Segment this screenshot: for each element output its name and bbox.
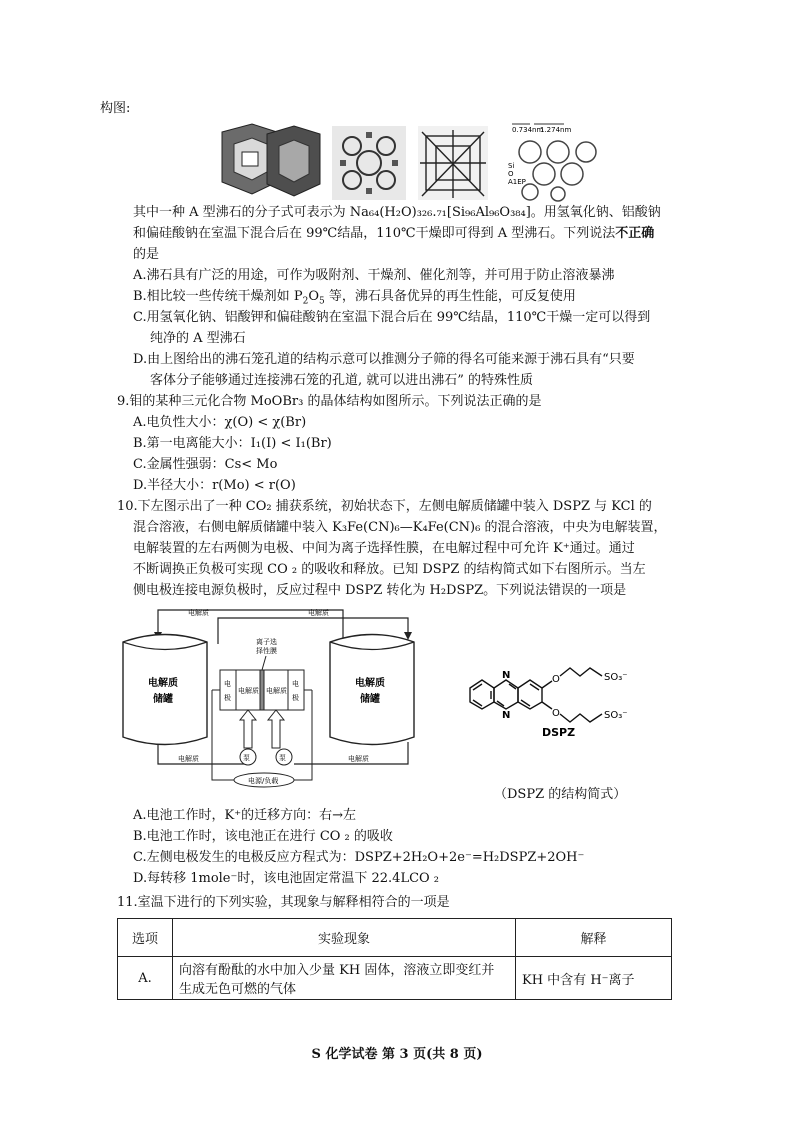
q11-table — [117, 918, 672, 1000]
zeolite-pore-image — [508, 124, 596, 201]
left-electrode-char2: 极 — [224, 694, 231, 702]
q8-option-b: B.相比较一些传统干燥剂如 $P_2O_5$ 等，沸石具备优异的再生性能，可反复使用 — [133, 289, 576, 307]
q8-stem-line2 — [133, 225, 654, 243]
q8-option-b-b: O — [308, 289, 319, 304]
q8-option-d-line2: 客体分子能够通过连接沸石笼的孔道, 就可以进出沸石” 的特殊性质 — [150, 373, 534, 388]
q8-emphasis: 不正确 — [615, 226, 655, 241]
q10-stem-line2: 混合溶液，右侧电解质储罐中装入 K₃Fe(CN)₆—K₄Fe(CN)₆ 的混合溶液，中央为电解装置， — [133, 520, 667, 535]
right-tank-label-2: 储罐 — [360, 694, 380, 705]
zeolite-cage-image — [212, 124, 322, 200]
q10-option-d: D.每转移 1mole⁻时，该电池固定常温下 22.4LCO ₂ — [133, 871, 440, 886]
q9-option-a: A.电负性大小：χ(O) < χ(Br) — [133, 415, 307, 430]
dspz-caption: （DSPZ 的结构简式） — [494, 787, 627, 802]
q9-option-c: C.金属性强弱：Cs< Mo — [133, 457, 278, 472]
q11-stem: 11.室温下进行的下列实验，其现象与解释相符合的一项是 — [117, 895, 450, 910]
q8-option-b-a: B.相比较一些传统干燥剂如 P — [133, 289, 303, 304]
svg-text:N: N — [502, 670, 511, 681]
right-chamber-label: 电解质 — [266, 687, 287, 695]
left-tank-label-2: 储罐 — [153, 694, 173, 705]
left-pump-label: 泵 — [243, 754, 250, 762]
q8-option-c-line1: C.用氢氧化钠、铝酸钾和偏硅酸钠在室温下混合后在 99℃结晶，110℃干燥一定可以得到 — [133, 310, 651, 325]
q8-stem-line1 — [133, 204, 661, 222]
left-chamber-label: 电解质 — [238, 687, 259, 695]
intro-text: 构图: — [100, 101, 131, 116]
q8-stem-b: 。用氢氧化钠、铝酸钠 — [530, 205, 661, 220]
header-explanation: 解释 — [516, 919, 672, 957]
power-load-label: 电源/负载 — [248, 777, 279, 785]
q10-stem-line3: 电解装置的左右两侧为电极、中间为离子选择性膜，在电解过程中可允许 K⁺通过。通过 — [133, 541, 635, 556]
table-row — [118, 957, 672, 1000]
q9-option-b: B.第一电离能大小：I₁(I) < I₁(Br) — [133, 436, 332, 451]
electrolysis-cell — [220, 637, 304, 710]
zeolite-structure-figure — [212, 122, 602, 202]
table-header-row — [118, 919, 672, 957]
q10-option-c: C.左侧电极发生的电极反应方程式为：DSPZ+2H₂O+2e⁻=H₂DSPZ+2OH⁻ — [133, 850, 585, 865]
q10-stem-line4: 不断调换正负极可实现 CO ₂ 的吸收和释放。已知 DSPZ 的结构简式如下右图所示。当左 — [133, 562, 646, 577]
pipe-label-bottom-right: 电解质 — [348, 755, 369, 763]
q10-option-b: B.电池工作时，该电池正在进行 CO ₂ 的吸收 — [133, 829, 393, 844]
co2-capture-diagram — [118, 602, 448, 792]
q8-option-b-c: 等，沸石具备优异的再生性能，可反复使用 — [324, 289, 576, 304]
pipe-label-top-right: 电解质 — [308, 609, 329, 617]
pipe-label-bottom-left: 电解质 — [178, 755, 199, 763]
q8-line2-text: 和偏硅酸钠在室温下混合后在 99℃结晶，110℃干燥即可得到 A 型沸石。下列说法 — [133, 226, 616, 241]
page-footer: S 化学试卷 第 3 页(共 8 页) — [311, 1047, 483, 1062]
legend-a1ep: A1EP — [508, 178, 526, 186]
left-storage-tank — [123, 635, 207, 745]
left-electrode-char1: 电 — [224, 680, 231, 688]
q8-formula: Na₆₄(H₂O)₃₂₆.₇₁[Si₉₆Al₉₆O₃₈₄] — [349, 205, 531, 220]
q9-option-d: D.半径大小：r(Mo) < r(O) — [133, 478, 296, 493]
row-a-explanation: KH 中含有 H⁻离子 — [516, 957, 672, 1000]
so3-group-bottom: SO₃⁻ — [604, 710, 628, 721]
pore-size-label-2: 1.274nm — [540, 126, 572, 134]
left-pump — [240, 749, 256, 765]
zeolite-lattice-image — [418, 126, 488, 200]
q8-stem-line3: 的是 — [133, 247, 160, 262]
legend-si: Si — [508, 162, 515, 170]
right-electrode-char1: 电 — [292, 680, 299, 688]
pore-size-label-1: 0.734nm — [512, 126, 544, 134]
row-a-option: A. — [118, 957, 173, 1000]
dspz-label: DSPZ — [542, 726, 576, 738]
membrane-label-2: 择性膜 — [256, 647, 277, 655]
legend-o: O — [508, 170, 514, 178]
left-tank-label-1: 电解质 — [148, 678, 178, 689]
q8-option-c-line2: 纯净的 A 型沸石 — [150, 331, 246, 346]
right-pump — [276, 749, 292, 765]
row-a-phenomenon — [173, 957, 516, 1000]
q10-stem-line1: 10.下左图示出了一种 CO₂ 捕获系统，初始状态下，左侧电解质储罐中装入 DSPZ 与 KCl 的 — [117, 499, 652, 514]
q10-stem-line5: 侧电极连接电源负极时，反应过程中 DSPZ 转化为 H₂DSPZ。下列说法错误的一项是 — [133, 583, 627, 598]
svg-text:N: N — [502, 710, 511, 721]
q9-stem: 9.钼的某种三元化合物 MoOBr₃ 的晶体结构如图所示。下列说法正确的是 — [117, 394, 542, 409]
dspz-structure — [460, 648, 660, 738]
right-electrode-char2: 极 — [292, 694, 299, 702]
right-storage-tank — [330, 635, 414, 745]
svg-text:O: O — [552, 674, 560, 685]
q10-option-a: A.电池工作时，K⁺的迁移方向：右→左 — [133, 808, 356, 823]
header-phenomenon: 实验现象 — [173, 919, 516, 957]
header-option: 选项 — [118, 919, 173, 957]
q8-stem-a: 其中一种 A 型沸石的分子式可表示为 — [133, 205, 350, 220]
row-a-phenomenon-line2: 生成无色可燃的气体 — [179, 982, 297, 997]
so3-group-top: SO₃⁻ — [604, 672, 628, 683]
right-pump-label: 泵 — [279, 754, 286, 762]
membrane-label-1: 离子选 — [256, 638, 277, 646]
q8-option-d-line1: D.由上图给出的沸石笼孔道的结构示意可以推测分子筛的得名可能来源于沸石具有“只要 — [133, 352, 635, 367]
svg-text:O: O — [552, 708, 560, 719]
pipe-label-top-left: 电解质 — [188, 609, 209, 617]
zeolite-framework-image — [332, 126, 406, 200]
q8-option-a: A.沸石具有广泛的用途，可作为吸附剂、干燥剂、催化剂等，并可用于防止溶液暴沸 — [133, 268, 615, 283]
row-a-phenomenon-line1: 向溶有酚酞的水中加入少量 KH 固体，溶液立即变红并 — [179, 963, 495, 978]
right-tank-label-1: 电解质 — [355, 678, 385, 689]
